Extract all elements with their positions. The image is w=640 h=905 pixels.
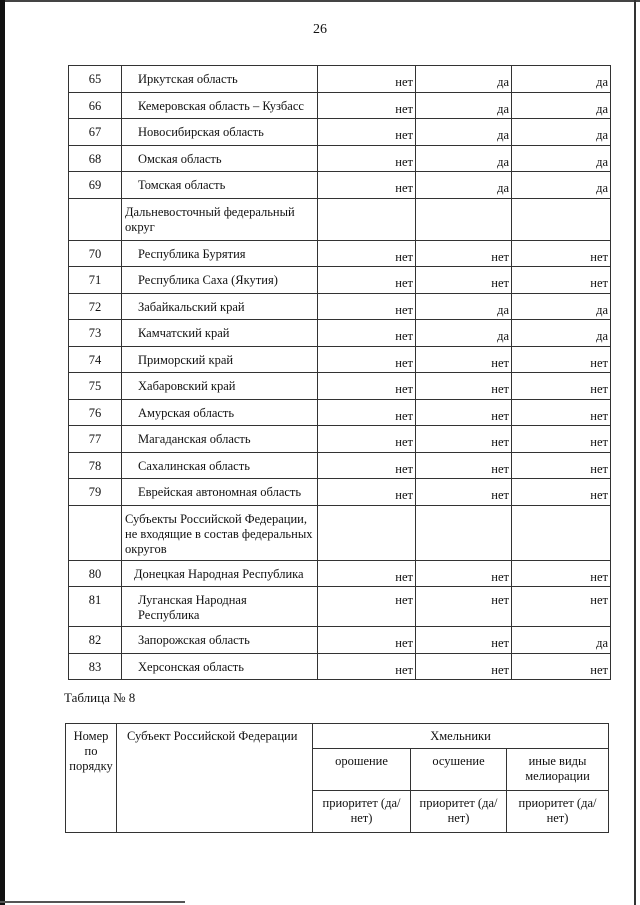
- table-row: [69, 479, 611, 506]
- regions-priority-table: [68, 65, 611, 680]
- irrigation-value: нет: [318, 119, 416, 146]
- region-name: Хабаровский край: [122, 373, 318, 400]
- irrigation-value: нет: [318, 560, 416, 587]
- row-number: 80: [69, 560, 122, 587]
- empty-cell: [512, 505, 611, 560]
- drainage-value: нет: [416, 240, 512, 267]
- empty-cell: [69, 198, 122, 240]
- other-value: нет: [512, 240, 611, 267]
- drainage-value: нет: [416, 452, 512, 479]
- region-name: Луганская Народная Республика: [122, 587, 318, 627]
- table-row: [69, 587, 611, 627]
- table-row: [69, 346, 611, 373]
- irrigation-value: нет: [318, 653, 416, 680]
- table-row: [69, 92, 611, 119]
- column-header-other: иные виды мелиорации: [507, 749, 609, 791]
- empty-cell: [416, 198, 512, 240]
- region-name: Республика Бурятия: [122, 240, 318, 267]
- irrigation-value: нет: [318, 346, 416, 373]
- drainage-value: да: [416, 119, 512, 146]
- header-row: [66, 724, 609, 749]
- row-number: 70: [69, 240, 122, 267]
- other-value: да: [512, 627, 611, 654]
- drainage-value: нет: [416, 373, 512, 400]
- irrigation-value: нет: [318, 426, 416, 453]
- other-value: нет: [512, 399, 611, 426]
- column-header-drainage: осушение: [411, 749, 507, 791]
- irrigation-value: нет: [318, 92, 416, 119]
- other-value: да: [512, 172, 611, 199]
- row-number: 73: [69, 320, 122, 347]
- drainage-value: нет: [416, 587, 512, 627]
- table-row: [69, 627, 611, 654]
- irrigation-value: нет: [318, 587, 416, 627]
- region-name: Сахалинская область: [122, 452, 318, 479]
- other-value: нет: [512, 479, 611, 506]
- region-name: Еврейская автономная область: [122, 479, 318, 506]
- table-row: [69, 452, 611, 479]
- irrigation-value: нет: [318, 145, 416, 172]
- empty-cell: [512, 198, 611, 240]
- table-caption: Таблица № 8: [64, 690, 136, 705]
- irrigation-value: нет: [318, 172, 416, 199]
- table-row: [69, 373, 611, 400]
- table-row: [69, 172, 611, 199]
- irrigation-value: нет: [318, 240, 416, 267]
- irrigation-value: нет: [318, 399, 416, 426]
- table-row: [69, 267, 611, 294]
- empty-cell: [318, 505, 416, 560]
- priority-header: приоритет (да/нет): [411, 791, 507, 833]
- irrigation-value: нет: [318, 373, 416, 400]
- other-value: нет: [512, 452, 611, 479]
- other-value: нет: [512, 587, 611, 627]
- row-number: 72: [69, 293, 122, 320]
- row-number: 75: [69, 373, 122, 400]
- region-name: Магаданская область: [122, 426, 318, 453]
- drainage-value: нет: [416, 426, 512, 453]
- column-header-number: Номер по порядку: [66, 724, 117, 833]
- irrigation-value: нет: [318, 479, 416, 506]
- group-row-outside-districts: [69, 505, 611, 560]
- federal-district-heading: Субъекты Российской Федерации, не входящие в состав федеральных округов: [122, 505, 318, 560]
- row-number: 78: [69, 452, 122, 479]
- region-name: Донецкая Народная Республика: [122, 560, 318, 587]
- region-name: Новосибирская область: [122, 119, 318, 146]
- region-name: Томская область: [122, 172, 318, 199]
- table-row: [69, 426, 611, 453]
- page-border-top: [0, 0, 640, 2]
- drainage-value: да: [416, 293, 512, 320]
- drainage-value: нет: [416, 627, 512, 654]
- irrigation-value: нет: [318, 452, 416, 479]
- region-name: Херсонская область: [122, 653, 318, 680]
- federal-district-heading: Дальневосточный федеральный округ: [122, 198, 318, 240]
- row-number: 67: [69, 119, 122, 146]
- drainage-value: да: [416, 320, 512, 347]
- row-number: 77: [69, 426, 122, 453]
- column-header-subject: Субъект Российской Федерации: [117, 724, 313, 833]
- other-value: нет: [512, 653, 611, 680]
- table-row: [69, 119, 611, 146]
- other-value: нет: [512, 373, 611, 400]
- other-value: нет: [512, 426, 611, 453]
- region-name: Амурская область: [122, 399, 318, 426]
- page-border-right: [634, 0, 636, 905]
- drainage-value: да: [416, 66, 512, 93]
- region-name: Кемеровская область – Кузбасс: [122, 92, 318, 119]
- row-number: 68: [69, 145, 122, 172]
- table-row: [69, 66, 611, 93]
- region-name: Иркутская область: [122, 66, 318, 93]
- region-name: Камчатский край: [122, 320, 318, 347]
- group-row-far-east: [69, 198, 611, 240]
- hop-fields-table: [65, 723, 609, 833]
- priority-header: приоритет (да/нет): [507, 791, 609, 833]
- row-number: 81: [69, 587, 122, 627]
- row-number: 76: [69, 399, 122, 426]
- priority-header: приоритет (да/нет): [313, 791, 411, 833]
- drainage-value: да: [416, 172, 512, 199]
- row-number: 82: [69, 627, 122, 654]
- table-row: [69, 560, 611, 587]
- table-row: [69, 145, 611, 172]
- other-value: да: [512, 92, 611, 119]
- empty-cell: [69, 505, 122, 560]
- drainage-value: нет: [416, 479, 512, 506]
- other-value: нет: [512, 346, 611, 373]
- row-number: 79: [69, 479, 122, 506]
- drainage-value: нет: [416, 346, 512, 373]
- column-header-irrigation: орошение: [313, 749, 411, 791]
- other-value: да: [512, 66, 611, 93]
- other-value: да: [512, 320, 611, 347]
- irrigation-value: нет: [318, 66, 416, 93]
- row-number: 74: [69, 346, 122, 373]
- drainage-value: да: [416, 92, 512, 119]
- empty-cell: [318, 198, 416, 240]
- region-name: Приморский край: [122, 346, 318, 373]
- table-row: [69, 293, 611, 320]
- table-row: [69, 320, 611, 347]
- table-row: [69, 399, 611, 426]
- region-name: Запорожская область: [122, 627, 318, 654]
- row-number: 66: [69, 92, 122, 119]
- drainage-value: нет: [416, 267, 512, 294]
- region-name: Забайкальский край: [122, 293, 318, 320]
- row-number: 71: [69, 267, 122, 294]
- other-value: нет: [512, 267, 611, 294]
- row-number: 83: [69, 653, 122, 680]
- other-value: да: [512, 293, 611, 320]
- irrigation-value: нет: [318, 267, 416, 294]
- page-border-left: [0, 0, 5, 905]
- region-name: Омская область: [122, 145, 318, 172]
- irrigation-value: нет: [318, 627, 416, 654]
- drainage-value: да: [416, 145, 512, 172]
- table-row: [69, 240, 611, 267]
- empty-cell: [416, 505, 512, 560]
- other-value: да: [512, 145, 611, 172]
- drainage-value: нет: [416, 560, 512, 587]
- other-value: нет: [512, 560, 611, 587]
- page-border-bottom: [0, 901, 185, 903]
- row-number: 65: [69, 66, 122, 93]
- other-value: да: [512, 119, 611, 146]
- column-group-header: Хмельники: [313, 724, 609, 749]
- irrigation-value: нет: [318, 320, 416, 347]
- drainage-value: нет: [416, 399, 512, 426]
- row-number: 69: [69, 172, 122, 199]
- page-number: 26: [313, 22, 327, 37]
- irrigation-value: нет: [318, 293, 416, 320]
- region-name: Республика Саха (Якутия): [122, 267, 318, 294]
- table-row: [69, 653, 611, 680]
- drainage-value: нет: [416, 653, 512, 680]
